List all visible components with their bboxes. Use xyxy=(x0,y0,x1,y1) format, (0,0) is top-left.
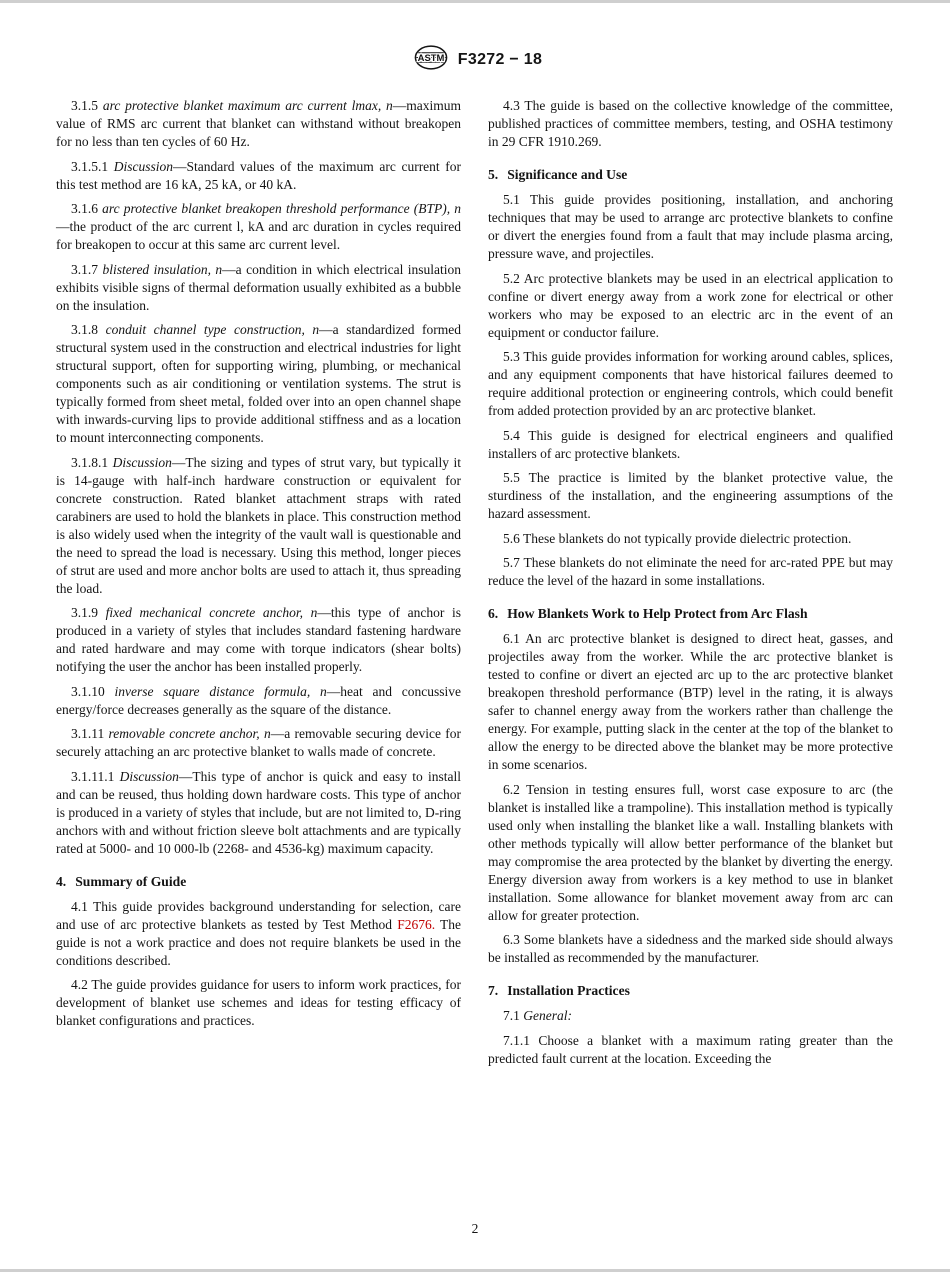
text-segment: —this type of anchor is produced in a variety of styles that includes standard fastening hardware and rated hardware and may come with torque indicators (shear bolts) notifying the user the anchor has been installed properly. xyxy=(56,605,461,674)
text-segment: blistered insulation, n xyxy=(102,261,223,277)
paragraph xyxy=(488,348,893,420)
paragraph xyxy=(488,1032,893,1068)
text-segment: 3.1.6 xyxy=(71,201,103,216)
text-segment: 4.1 This guide provides background understanding for selection, care and use of arc protective blankets as tested by Test Method xyxy=(56,898,461,932)
section-title: How Blankets Work to Help Protect from Arc Flash xyxy=(507,606,808,621)
text-segment: 3.1.5 xyxy=(71,98,103,113)
text-segment: 3.1.10 xyxy=(71,683,115,699)
paragraph xyxy=(488,781,893,925)
text-segment: 5.4 This guide is designed for electrical engineers and qualified installers of arc protective blankets. xyxy=(488,427,893,461)
paragraph xyxy=(488,270,893,342)
section-number: 6. xyxy=(488,606,499,621)
text-segment: —maximum value of RMS arc current that blanket can withstand without breakopen for no less than ten cycles of 60 Hz. xyxy=(56,98,462,149)
text-segment: —Standard values of the maximum arc current for this test method are 16 kA, 25 kA, or 40 kA. xyxy=(56,158,462,192)
text-segment: 5.1 This guide provides positioning, installation, and anchoring techniques that may be used to arrange arc protective blankets to confine or divert the energies found from a fault that may include plasma arcing, pressure wave, and projectiles. xyxy=(488,192,893,261)
text-segment: inverse square distance formula, n xyxy=(114,683,327,699)
document-code: F3272 − 18 xyxy=(457,51,543,68)
text-segment: —a condition in which electrical insulation exhibits visible signs of thermal deformation usually exhibited as a bubble on the insulation. xyxy=(56,261,462,313)
section-number: 7. xyxy=(488,983,499,998)
page-number: 2 xyxy=(471,1221,479,1236)
text-segment: Discussion xyxy=(112,454,172,470)
text-segment: 3.1.8.1 xyxy=(71,454,113,470)
reference-link[interactable]: F2676. xyxy=(397,916,436,932)
text-segment: 3.1.9 xyxy=(71,605,106,620)
paragraph xyxy=(56,683,461,719)
paragraph xyxy=(488,554,893,590)
paragraph xyxy=(56,200,461,254)
text-segment: 3.1.8 xyxy=(71,322,106,337)
section-heading xyxy=(56,873,461,890)
text-segment: The guide is not a work practice and does not require blankets be used in the conditions described. xyxy=(56,916,461,968)
text-segment: —a standardized formed structural system used in the construction and electrical industries for light structural support, often for supporting wiring, plumbing, or mechanical components such as air conditioning or ventilation systems. The strut is typically formed from sheet metal, folded over into an open channel shape with inwards-curving lips to provide additional stiffness and as a location to mount interconnecting components. xyxy=(56,322,461,445)
page-header xyxy=(56,45,900,75)
section-heading xyxy=(488,166,893,183)
paragraph xyxy=(56,454,461,598)
paragraph xyxy=(488,191,893,263)
paragraph xyxy=(56,158,461,194)
section-heading xyxy=(488,605,893,622)
text-segment: arc protective blanket breakopen threshold performance (BTP), n xyxy=(102,201,462,216)
paragraph xyxy=(488,97,893,151)
column-left xyxy=(56,97,461,1074)
text-segment: —This type of anchor is quick and easy to install and can be reused, thus holding down hardware costs. This type of anchor is produced in a variety of styles that include, but are not limited to, D-ring anchors with and without friction sleeve bolt attachments and are typically rated at 5000- and 10 000-lb (2268- and 4536-kg) maximum capacity. xyxy=(56,768,461,856)
paragraph xyxy=(56,725,461,761)
text-segment: 5.5 The practice is limited by the blanket protective value, the sturdiness of the installation, and the engineering assumptions of the hazard assessment. xyxy=(488,470,893,521)
text-segment: 7.1 xyxy=(503,1008,524,1023)
text-segment: Discussion xyxy=(113,158,173,174)
text-segment: 6.2 Tension in testing ensures full, worst case exposure to arc (the blanket is installed like a trampoline). This installation method is typically used only when installing the blanket like a wall. Installing blankets with other methods typically will allow better performance of the blanket but may compromise the area protected by the blanket by diverting the energy. Energy diversion away from workers is a key method to use in blanket installation. Some allowance for blanket movement away from arc can allow for greater protection. xyxy=(488,781,893,923)
text-segment: 6.1 An arc protective blanket is designed to direct heat, gasses, and projectiles away from the worker. While the arc protective blanket is tested to confine or divert an ejected arc up to the arc protective blanket breakopen threshold performance (BTP) level in the rating, it is always safer to channel energy away from the workers rather than challenge the energy. For example, putting slack in the center at the top of the blanket to allow the energy to be directed above the blanket may be more protective in some scenarios. xyxy=(488,631,893,772)
text-segment: —a removable securing device for securely attaching an arc protective blanket to walls made of concrete. xyxy=(56,726,461,759)
text-segment: General: xyxy=(523,1008,572,1023)
paragraph xyxy=(56,604,461,676)
text-segment: Discussion xyxy=(119,768,179,784)
paragraph xyxy=(56,898,461,970)
text-segment: —the product of the arc current l, kA and arc duration in cycles required for breakopen to occur at this same arc current level. xyxy=(56,219,461,252)
text-segment: —heat and concussive energy/force decreases generally as the square of the distance. xyxy=(56,683,461,717)
text-segment: 3.1.11 xyxy=(71,726,109,741)
paragraph xyxy=(56,768,461,858)
astm-logo-text: ASTM xyxy=(417,52,445,64)
section-title: Summary of Guide xyxy=(75,873,187,889)
section-title: Installation Practices xyxy=(507,983,630,998)
text-segment: 5.6 These blankets do not typically provide dielectric protection. xyxy=(503,530,852,546)
section-number: 5. xyxy=(488,167,499,182)
paragraph xyxy=(488,469,893,523)
paragraph xyxy=(488,931,893,967)
paragraph xyxy=(56,321,461,447)
text-segment: 4.2 The guide provides guidance for users to inform work practices, for development of blanket use schemes and ideas for testing efficacy of blanket configurations and practices. xyxy=(56,977,461,1028)
paragraph xyxy=(488,1007,893,1025)
text-segment: —The sizing and types of strut vary, but typically it is 14-gauge with half-inch hardware construction or equivalent for concrete construction. Rated blanket attachment straps with rated carabiners are used to hold the blankets in place. This construction method is also widely used when the integrity of the vault wall is questionable and the need to spread the load is necessary. Using this method, longer pieces of strut are used and more anchor bolts are used to attach it, thus spreading the load. xyxy=(56,454,461,596)
page-footer xyxy=(0,1221,950,1237)
text-segment: 3.1.7 xyxy=(71,261,103,277)
paragraph xyxy=(488,630,893,774)
text-segment: arc protective blanket maximum arc current lmax, n xyxy=(102,98,393,113)
text-segment: 6.3 Some blankets have a sidedness and the marked side should always be installed as recommended by the manufacturer. xyxy=(488,932,893,965)
text-segment: fixed mechanical concrete anchor, n xyxy=(105,605,318,620)
text-segment: 3.1.11.1 xyxy=(71,768,120,784)
paragraph xyxy=(56,261,461,315)
two-column-body xyxy=(56,97,900,1074)
text-segment: removable concrete anchor, n xyxy=(108,726,271,741)
column-right xyxy=(488,97,893,1074)
paragraph xyxy=(488,427,893,463)
astm-logo-icon xyxy=(414,45,448,75)
section-title: Significance and Use xyxy=(507,167,628,182)
text-segment: 4.3 The guide is based on the collective knowledge of the committee, published practices of committee members, testing, and OSHA testimony in 29 CFR 1910.269. xyxy=(488,98,893,149)
paragraph xyxy=(488,530,893,548)
section-number: 4. xyxy=(56,873,67,889)
paragraph xyxy=(56,97,461,151)
text-segment: 7.1.1 Choose a blanket with a maximum rating greater than the predicted fault current at the location. Exceeding the xyxy=(488,1032,893,1066)
text-segment: 5.2 Arc protective blankets may be used in an electrical application to confine or divert energy away from a work zone for electrical or other workers who may be exposed to an electric arc in the event of an equipment or conductor failure. xyxy=(488,270,893,340)
section-heading xyxy=(488,982,893,999)
text-segment: 5.7 These blankets do not eliminate the need for arc-rated PPE but may reduce the level of the hazard in some installations. xyxy=(488,555,893,588)
paragraph xyxy=(56,976,461,1030)
text-segment: 5.3 This guide provides information for working around cables, splices, and any equipment components that have historical failures deemed to require additional protection or engineering controls, which could benefit from added protection provided by an arc protective blanket. xyxy=(488,349,893,418)
text-segment: 3.1.5.1 xyxy=(71,158,114,174)
text-segment: conduit channel type construction, n xyxy=(105,322,320,337)
